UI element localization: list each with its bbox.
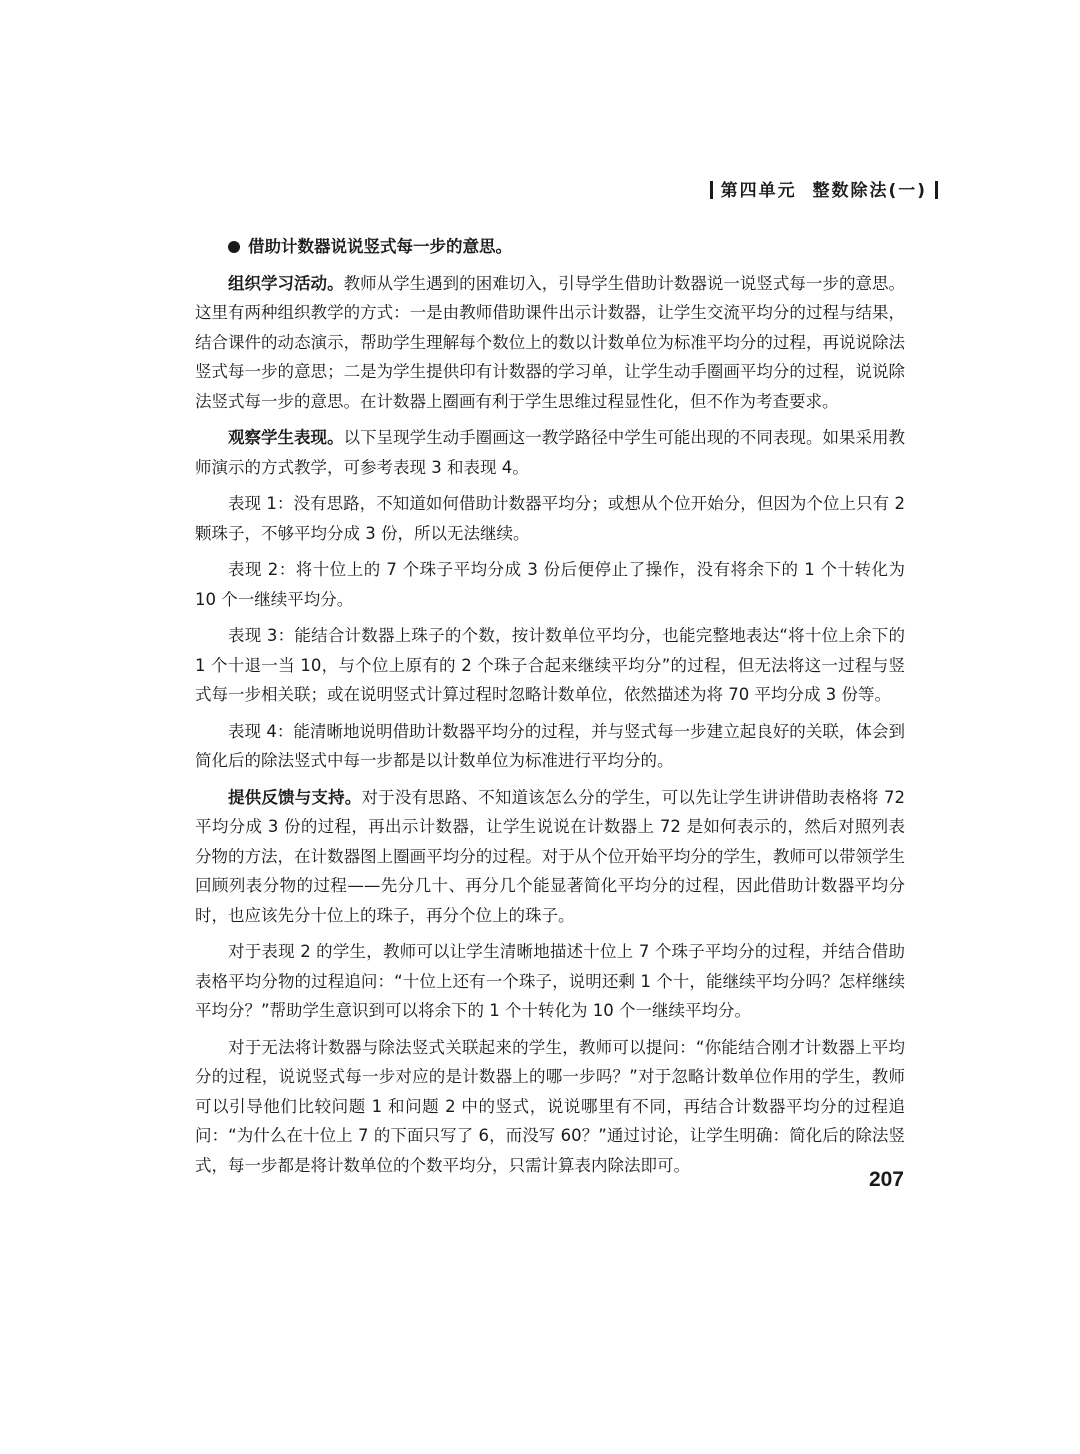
section-heading (195, 232, 905, 262)
paragraph-feedback (195, 783, 905, 931)
paragraph-organize (195, 269, 905, 417)
paragraph-text: 表现 1：没有思路，不知道如何借助计数器平均分；或想从个位开始分，但因为个位上只有 2 颗珠子，不够平均分成 3 份，所以无法继续。 (195, 494, 905, 543)
running-header (702, 176, 946, 201)
paragraph-text: 教师从学生遇到的困难切入，引导学生借助计数器说一说竖式每一步的意思。这里有两种组织教学的方式：一是由教师借助课件出示计数器，让学生交流平均分的过程与结果，结合课件的动态演示，帮助学生理解每个数位上的数以计数单位为标准平均分的过程，再说说除法竖式每一步的意思；二是为学生提供印有计数器的学习单，让学生动手圈画平均分的过程，说说除法竖式每一步的意思。在计数器上圈画有利于学生思维过程显性化，但不作为考查要求。 (195, 273, 906, 411)
paragraph-text: 表现 2：将十位上的 7 个珠子平均分成 3 份后便停止了操作，没有将余下的 1 个十转化为 10 个一继续平均分。 (195, 560, 905, 609)
paragraph-observe (195, 423, 905, 482)
paragraph-text: 对于表现 2 的学生，教师可以让学生清晰地描述十位上 7 个珠子平均分的过程，并结合借助表格平均分物的过程追问：“十位上还有一个珠子，说明还剩 1 个十，能继续平均分吗？怎样继续平均分？”帮助学生意识到可以将余下的 1 个十转化为 10 个一继续平均分。 (195, 942, 905, 1020)
paragraph-performance-4 (195, 717, 905, 776)
header-bar-right (935, 181, 938, 199)
paragraph-text: 以下呈现学生动手圈画这一教学路径中学生可能出现的不同表现。如果采用教师演示的方式教学，可参考表现 3 和表现 4。 (195, 428, 906, 477)
paragraph-text: 对于无法将计数器与除法竖式关联起来的学生，教师可以提问：“你能结合刚才计数器上平均分的过程，说说竖式每一步对应的是计数器上的哪一步吗？”对于忽略计数单位作用的学生，教师可以引导他们比较问题 1 和问题 2 中的竖式，说说哪里有不同，再结合计数器平均分的过程追问：“为什么在十位上 7 的下面只写了 6，而没写 60？”通过讨论，让学生明确：简化后的除法竖式，每一步都是将计数单位的个数平均分，只需计算表内除法即可。 (195, 1037, 905, 1175)
header-title: 整数除法(一) (812, 181, 927, 201)
paragraph-performance-1 (195, 489, 905, 548)
paragraph-text: 表现 4：能清晰地说明借助计数器平均分的过程，并与竖式每一步建立起良好的关联，体会到简化后的除法竖式中每一步都是以计数单位为标准进行平均分的。 (195, 721, 905, 770)
paragraph-performance-3 (195, 621, 905, 710)
header-bar-left (710, 181, 713, 199)
paragraph-feedback-2 (195, 937, 905, 1026)
section-heading-text: 借助计数器说说竖式每一步的意思。 (248, 237, 512, 256)
body-text (195, 232, 905, 1187)
paragraph-lead: 组织学习活动。 (228, 273, 344, 293)
paragraph-text: 对于没有思路、不知道该怎么分的学生，可以先让学生讲讲借助表格将 72 平均分成 3 份的过程，再出示计数器，让学生说说在计数器上 72 是如何表示的，然后对照列表分物的方法，在计数器图上圈画平均分的过程。对于从个位开始平均分的学生，教师可以带领学生回顾列表分物的过程——先分几十、再分几个能显著简化平均分的过程，因此借助计数器平均分时，也应该先分十位上的珠子，再分个位上的珠子。 (195, 787, 905, 925)
paragraph-lead: 提供反馈与支持。 (228, 787, 362, 807)
paragraph-feedback-3 (195, 1033, 905, 1181)
bullet-icon (228, 241, 240, 253)
paragraph-performance-2 (195, 555, 905, 614)
paragraph-lead: 观察学生表现。 (228, 428, 344, 447)
paragraph-text: 表现 3：能结合计数器上珠子的个数，按计数单位平均分，也能完整地表达“将十位上余下的 1 个十退一当 10，与个位上原有的 2 个珠子合起来继续平均分”的过程，但无法将这一过程与竖式每一步相关联；或在说明竖式计算过程时忽略计数单位，依然描述为将 70 平均分成 3 份等。 (195, 626, 905, 704)
page-number: 207 (868, 1168, 904, 1191)
header-unit: 第四单元 (720, 181, 797, 201)
